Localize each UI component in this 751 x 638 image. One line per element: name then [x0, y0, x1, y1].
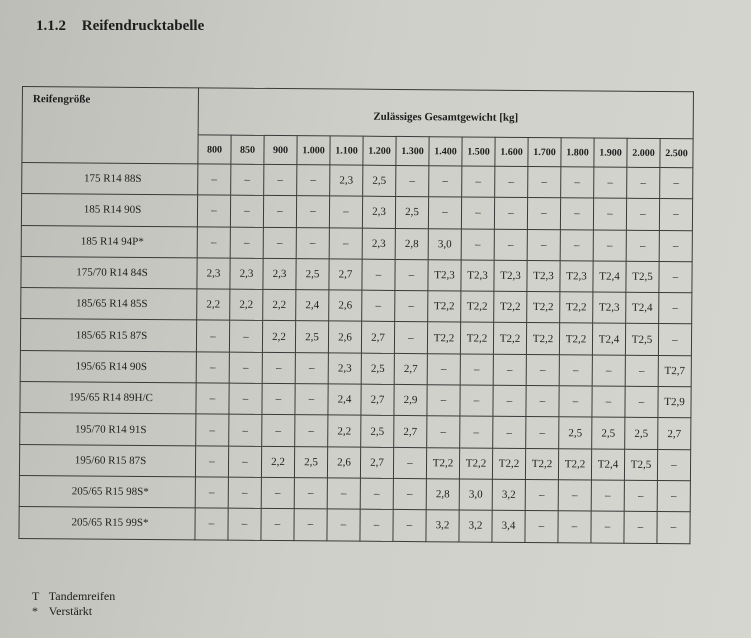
pressure-cell: – [429, 166, 462, 198]
pressure-cell: T2,2 [428, 291, 461, 323]
pressure-cell: – [559, 386, 592, 418]
pressure-cell: T2,2 [525, 448, 558, 480]
pressure-cell: 2,5 [559, 417, 592, 449]
legend-text: Tandemreifen [48, 589, 116, 603]
pressure-cell: – [195, 446, 228, 478]
pressure-cell: – [294, 509, 327, 541]
pressure-cell: – [657, 449, 690, 481]
tire-size-cell: 195/65 R14 90S [20, 350, 196, 383]
pressure-cell: T2,2 [527, 292, 560, 324]
pressure-cell: – [594, 167, 627, 199]
table-body [19, 163, 693, 544]
pressure-cell: 2,5 [361, 416, 394, 448]
legend-text: Verstärkt [48, 604, 93, 618]
pressure-cell: T2,2 [526, 323, 559, 355]
pressure-cell: – [229, 383, 262, 415]
weight-column-header: 2.000 [627, 138, 660, 167]
pressure-cell: T2,5 [626, 261, 659, 293]
pressure-cell: – [560, 198, 593, 230]
tire-size-cell: 185 R14 94P* [21, 225, 197, 258]
pressure-cell: T2,2 [492, 448, 525, 480]
pressure-cell: 2,7 [658, 418, 691, 450]
pressure-cell: T2,4 [591, 449, 624, 481]
weight-column-header: 1.600 [495, 137, 528, 166]
pressure-cell: 2,2 [197, 289, 230, 321]
pressure-cell: – [196, 320, 229, 352]
pressure-cell: T2,4 [626, 292, 659, 324]
tire-pressure-table [18, 86, 694, 544]
pressure-cell: 2,3 [197, 258, 230, 290]
pressure-cell: T2,2 [459, 448, 492, 480]
pressure-cell: – [659, 230, 692, 262]
pressure-cell: 2,6 [328, 321, 361, 353]
table-row [20, 413, 691, 450]
pressure-cell: 2,6 [329, 290, 362, 322]
pressure-cell: – [626, 199, 659, 231]
pressure-cell: – [228, 477, 261, 509]
pressure-cell: – [295, 352, 328, 384]
tire-size-cell: 195/60 R15 87S [19, 444, 195, 477]
pressure-cell: T2,5 [624, 449, 657, 481]
pressure-cell: 3,2 [492, 479, 525, 511]
pressure-cell: – [197, 226, 230, 258]
pressure-cell: 2,5 [294, 446, 327, 478]
tire-size-cell: 185 R14 90S [21, 194, 197, 227]
weight-column-header: 1.100 [330, 136, 363, 165]
weight-column-header: 1.800 [561, 138, 594, 167]
tire-size-cell: 175 R14 88S [22, 163, 198, 196]
tire-size-cell: 205/65 R15 98S* [19, 475, 195, 508]
pressure-cell: – [627, 167, 660, 199]
weight-column-header: 1.500 [462, 137, 495, 166]
pressure-cell: – [261, 477, 294, 509]
tire-size-header: Reifengröße [22, 87, 199, 164]
pressure-cell: T2,7 [658, 355, 691, 387]
pressure-cell: – [526, 417, 559, 449]
pressure-cell: 2,2 [230, 289, 263, 321]
pressure-cell: – [228, 446, 261, 478]
weight-group-header: Zulässiges Gesamtgewicht [kg] [198, 88, 693, 139]
pressure-cell: – [625, 386, 658, 418]
pressure-cell: 2,7 [329, 259, 362, 291]
pressure-cell: T2,5 [625, 324, 658, 356]
pressure-cell: – [659, 293, 692, 325]
pressure-cell: 2,7 [360, 447, 393, 479]
pressure-cell: – [393, 447, 426, 479]
pressure-cell: 2,3 [230, 258, 263, 290]
pressure-cell: – [461, 229, 494, 261]
pressure-cell: – [528, 166, 561, 198]
pressure-cell: 2,8 [395, 228, 428, 260]
tire-size-cell: 185/65 R15 87S [20, 319, 196, 352]
pressure-cell: – [329, 228, 362, 260]
pressure-cell: T2,4 [593, 261, 626, 293]
pressure-cell: – [196, 352, 229, 384]
pressure-cell: T2,4 [592, 323, 625, 355]
section-heading [36, 18, 204, 35]
pressure-cell: 2,2 [328, 415, 361, 447]
pressure-cell: – [660, 168, 693, 200]
pressure-cell: – [229, 352, 262, 384]
pressure-cell: – [591, 480, 624, 512]
tire-size-cell: 195/65 R14 89H/C [20, 382, 196, 415]
pressure-cell: – [626, 230, 659, 262]
weight-column-header: 1.200 [363, 136, 396, 165]
pressure-cell: – [297, 165, 330, 197]
pressure-cell: – [427, 385, 460, 417]
pressure-cell: – [197, 195, 230, 227]
pressure-cell: T2,3 [527, 260, 560, 292]
pressure-cell: T2,2 [426, 447, 459, 479]
pressure-cell: – [362, 259, 395, 291]
pressure-cell: 2,7 [361, 322, 394, 354]
pressure-cell: 2,5 [361, 353, 394, 385]
pressure-cell: 2,2 [263, 290, 296, 322]
pressure-cell: – [263, 227, 296, 259]
legend-symbol: * [32, 604, 38, 618]
tire-size-cell: 195/70 R14 91S [20, 413, 196, 446]
pressure-cell: 2,7 [394, 416, 427, 448]
pressure-cell: T2,2 [558, 448, 591, 480]
tire-size-cell: 185/65 R14 85S [21, 288, 197, 321]
pressure-cell: T2,2 [427, 322, 460, 354]
pressure-cell: 2,5 [295, 321, 328, 353]
pressure-cell: – [196, 414, 229, 446]
table-row [21, 256, 692, 293]
pressure-cell: T2,2 [559, 323, 592, 355]
pressure-cell: 2,5 [625, 418, 658, 450]
table-row [21, 194, 692, 231]
pressure-cell: 2,7 [394, 353, 427, 385]
pressure-cell: – [296, 227, 329, 259]
pressure-cell: 2,5 [363, 165, 396, 197]
pressure-cell: – [427, 416, 460, 448]
pressure-cell: – [592, 355, 625, 387]
pressure-cell: – [558, 511, 591, 543]
pressure-cell: 2,6 [327, 447, 360, 479]
pressure-cell: – [228, 508, 261, 540]
legend-item-tandem [32, 589, 115, 604]
pressure-cell: – [560, 229, 593, 261]
pressure-cell: 2,2 [261, 446, 294, 478]
weight-column-header: 1.000 [297, 136, 330, 165]
table-row [20, 319, 691, 356]
pressure-cell: – [198, 164, 231, 196]
pressure-cell: 2,5 [592, 417, 625, 449]
legend-symbol: T [32, 589, 40, 603]
pressure-cell: T2,2 [494, 291, 527, 323]
pressure-cell: – [230, 227, 263, 259]
pressure-cell: – [360, 509, 393, 541]
pressure-cell: – [592, 386, 625, 418]
pressure-cell: 2,5 [296, 259, 329, 291]
pressure-cell: – [394, 322, 427, 354]
pressure-cell: – [229, 415, 262, 447]
pressure-cell: 3,0 [428, 228, 461, 260]
pressure-cell: – [460, 385, 493, 417]
pressure-cell: 2,3 [362, 196, 395, 228]
table-row [20, 350, 691, 387]
pressure-cell: – [395, 259, 428, 291]
pressure-cell: T2,2 [560, 292, 593, 324]
pressure-cell: T2,2 [460, 322, 493, 354]
table-row [21, 288, 692, 325]
pressure-cell: T2,2 [493, 323, 526, 355]
tire-size-cell: 205/65 R15 99S* [19, 507, 195, 540]
pressure-cell: – [657, 512, 690, 544]
pressure-cell: – [624, 480, 657, 512]
pressure-cell: – [591, 511, 624, 543]
pressure-cell: – [195, 477, 228, 509]
table-row [19, 475, 690, 512]
pressure-cell: T2,2 [461, 291, 494, 323]
table-row [21, 225, 692, 262]
pressure-cell: – [527, 229, 560, 261]
pressure-cell: 3,2 [426, 510, 459, 542]
pressure-cell: – [526, 386, 559, 418]
pressure-cell: – [262, 352, 295, 384]
pressure-cell: – [461, 197, 494, 229]
pressure-cell: 2,5 [395, 197, 428, 229]
weight-column-header: 1.400 [429, 137, 462, 166]
pressure-cell: – [428, 197, 461, 229]
pressure-cell: 2,4 [296, 290, 329, 322]
pressure-cell: – [295, 384, 328, 416]
pressure-cell: – [494, 198, 527, 230]
pressure-cell: – [493, 385, 526, 417]
weight-column-header: 1.700 [528, 137, 561, 166]
pressure-cell: T2,3 [560, 261, 593, 293]
pressure-cell: – [561, 167, 594, 199]
pressure-cell: T2,3 [461, 260, 494, 292]
pressure-cell: – [460, 416, 493, 448]
pressure-cell: – [262, 415, 295, 447]
pressure-cell: – [395, 291, 428, 323]
pressure-cell: – [658, 324, 691, 356]
pressure-cell: 2,3 [330, 165, 363, 197]
pressure-cell: – [327, 478, 360, 510]
pressure-cell: – [393, 478, 426, 510]
pressure-cell: – [527, 198, 560, 230]
table-row [20, 382, 691, 419]
pressure-cell: – [196, 383, 229, 415]
pressure-cell: 2,9 [394, 385, 427, 417]
table-row [19, 444, 690, 481]
pressure-cell: – [460, 354, 493, 386]
pressure-cell: – [294, 478, 327, 510]
weight-column-header: 2.500 [660, 139, 693, 168]
pressure-cell: – [659, 261, 692, 293]
pressure-cell: T2,9 [658, 387, 691, 419]
pressure-cell: – [625, 355, 658, 387]
pressure-cell: 2,3 [362, 228, 395, 260]
table-row [22, 163, 693, 200]
weight-column-header: 800 [198, 135, 231, 164]
legend-item-reinforced [32, 604, 115, 619]
table-row [19, 507, 690, 544]
pressure-cell: – [493, 417, 526, 449]
pressure-cell: – [263, 196, 296, 228]
weight-column-header: 900 [264, 135, 297, 164]
weight-column-header: 1.900 [594, 138, 627, 167]
pressure-cell: – [559, 355, 592, 387]
pressure-cell: 2,4 [328, 384, 361, 416]
pressure-cell: – [295, 415, 328, 447]
pressure-cell: – [494, 229, 527, 261]
pressure-cell: – [195, 508, 228, 540]
pressure-cell: – [230, 195, 263, 227]
pressure-cell: 2,2 [262, 321, 295, 353]
pressure-cell: 2,3 [263, 258, 296, 290]
weight-column-header: 850 [231, 135, 264, 164]
pressure-cell: – [262, 383, 295, 415]
section-number: 1.1.2 [36, 18, 66, 34]
pressure-cell: T2,3 [593, 292, 626, 324]
pressure-cell: – [526, 354, 559, 386]
pressure-cell: – [329, 196, 362, 228]
pressure-cell: T2,3 [428, 260, 461, 292]
pressure-cell: – [657, 480, 690, 512]
pressure-cell: – [462, 166, 495, 198]
pressure-cell: – [558, 480, 591, 512]
pressure-cell: 3,2 [459, 510, 492, 542]
pressure-cell: – [525, 511, 558, 543]
pressure-cell: 3,0 [459, 479, 492, 511]
pressure-cell: – [593, 230, 626, 262]
pressure-cell: – [624, 512, 657, 544]
pressure-cell: – [393, 510, 426, 542]
pressure-cell: – [296, 196, 329, 228]
pressure-cell: – [229, 321, 262, 353]
section-title: Reifendrucktabelle [81, 18, 205, 34]
pressure-cell: – [327, 509, 360, 541]
pressure-cell: – [593, 198, 626, 230]
pressure-cell: 2,8 [426, 479, 459, 511]
pressure-cell: – [231, 164, 264, 196]
weight-column-header: 1.300 [396, 136, 429, 165]
pressure-cell: 2,3 [328, 353, 361, 385]
pressure-cell: – [362, 290, 395, 322]
pressure-cell: 3,4 [492, 510, 525, 542]
pressure-cell: – [264, 164, 297, 196]
pressure-cell: – [495, 166, 528, 198]
pressure-cell: – [659, 199, 692, 231]
pressure-cell: 2,7 [361, 384, 394, 416]
pressure-cell: – [493, 354, 526, 386]
pressure-cell: – [427, 353, 460, 385]
pressure-cell: – [396, 165, 429, 197]
legend [32, 589, 115, 619]
pressure-cell: T2,3 [494, 260, 527, 292]
pressure-cell: – [261, 509, 294, 541]
pressure-cell: – [525, 479, 558, 511]
tire-size-cell: 175/70 R14 84S [21, 256, 197, 289]
pressure-cell: – [360, 478, 393, 510]
